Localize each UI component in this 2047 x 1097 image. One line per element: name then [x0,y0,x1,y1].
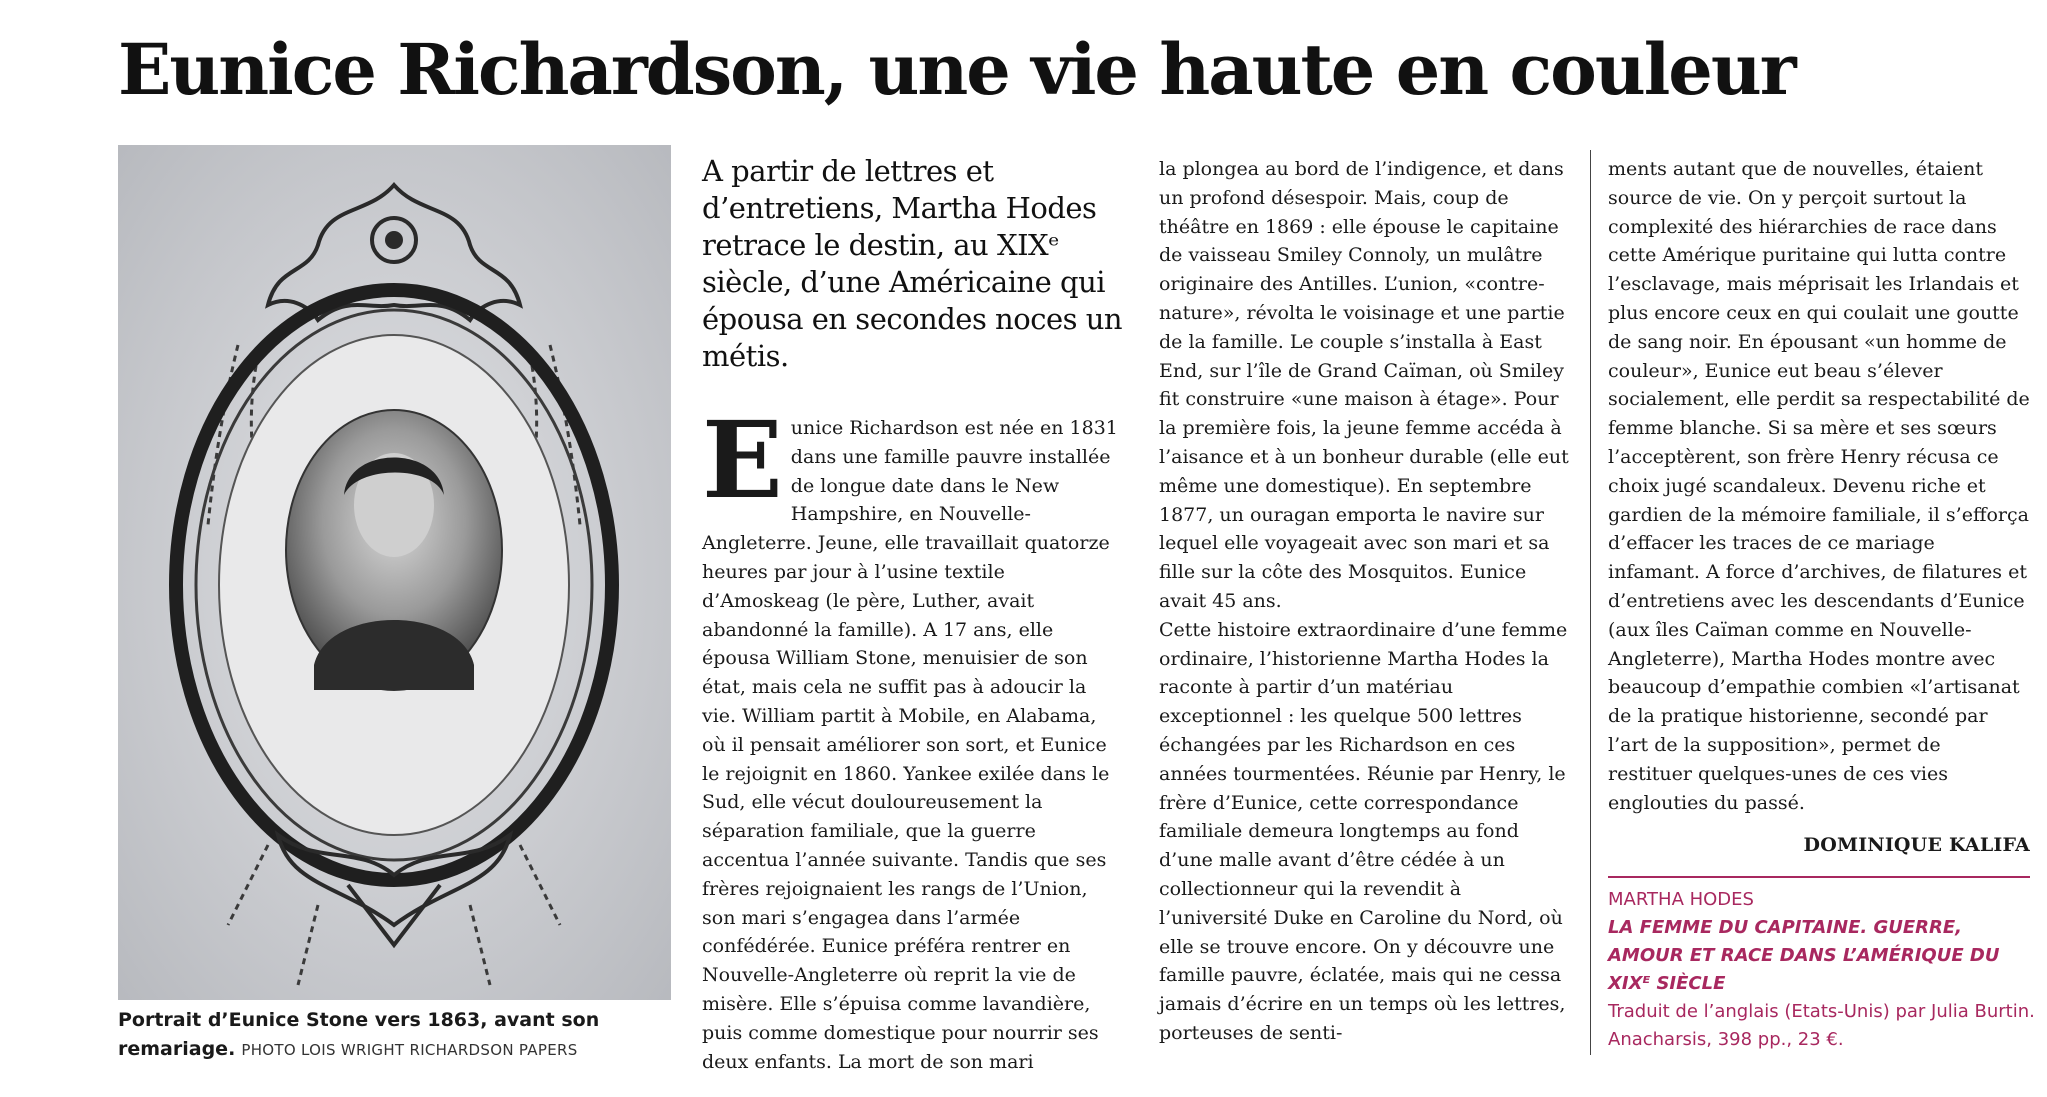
dropcap: E [702,397,783,522]
headline: Eunice Richardson, une vie haute en couleur [118,28,1795,111]
book-author: MARTHA HODES [1608,889,1754,910]
column-2-paragraph-2: Cette histoire extraordinaire d’une femme ordinaire, l’historienne Martha Hodes la raconte à partir d’un matériau exceptionnel : les quelque 500 lettres échangées par les Richardson en ces années tourmentées. Réunie par Henry, le frère d’Eunice, cette correspondance familiale demeura longtemps au fond d’une malle avant d’être cédée à un collectionneur qui la revendit à l’université Duke en Caroline du Nord, où elle se trouve encore. On y découvre une famille pauvre, éclatée, mais qui ne cessa jamais d’écrire en un temps où les lettres, porteuses de senti- [1159,618,1568,1044]
column-1-text: unice Richardson est née en 1831 dans une famille pauvre installée de longue date dans le New Hampshire, en Nouvelle-Angleterre. Jeune, elle travaillait quatorze heures par jour à l’usine textile d’Amoskeag (le père, Luther, avait abandonné la famille). A 17 ans, elle épousa William Stone, menuisier de son état, mais cela ne suffit pas à adoucir la vie. William partit à Mobile, en Alabama, où il pensait améliorer son sort, et Eunice le rejoignit en 1860. Yankee exilée dans le Sud, elle vécut douloureusement la séparation familiale, que la guerre accentua l’année suivante. Tandis que ses frères rejoignaient les rangs de l’Union, son mari s’engagea dans l’armée confédérée. Eunice préféra rentrer en Nouvelle-Angleterre où reprit la vie de misère. Elle s’épuisa comme lavandière, puis comme domestique pour nourrir ses deux enfants. La mort de son mari [702,417,1118,1073]
portrait-photo [118,145,671,1000]
column-3-text: ments autant que de nouvelles, étaient source de vie. On y perçoit surtout la complexité des hiérarchies de race dans cette Amérique puritaine qui lutta contre l’esclavage, mais méprisait les Irlandais et plus encore ceux en qui coulait une goutte de sang noir. En épousant «un homme de couleur», Eunice eut beau s’élever socialement, elle perdit sa respectabilité de femme blanche. Si sa mère et ses sœurs l’acceptèrent, son frère Henry récusa ce choix jugé scandaleux. Devenu riche et gardien de la mémoire familiale, il s’efforça d’effacer les traces de ce mariage infamant. A force d’archives, de filatures et d’entretiens avec les descendants d’Eunice (aux îles Caïman comme en Nouvelle-Angleterre), Martha Hodes montre avec beaucoup d’empathie combien «l’artisanat de la pratique historienne, secondé par l’art de la supposition», permet de restituer quelques-unes de ces vies englouties du passé. [1608,158,2030,814]
article-column-2 [1159,155,1569,1048]
book-info-rule [1608,876,2030,878]
author-signature: DOMINIQUE KALIFA [1803,834,2030,856]
book-info [1608,886,2038,1054]
caption-text: Portrait d’Eunice Stone vers 1863, avant son remariage. [118,1009,600,1060]
photo-caption [118,1006,698,1065]
portrait-frame-illustration [118,145,671,1000]
standfirst: A partir de lettres et d’entretiens, Martha Hodes retrace le destin, au XIXᵉ siècle, d’une Américaine qui épousa en secondes noces un métis. [702,154,1123,373]
photo-credit: PHOTO LOIS WRIGHT RICHARDSON PAPERS [241,1041,578,1059]
column-divider [1590,150,1591,1055]
article-column-1 [702,397,1122,1076]
book-title: LA FEMME DU CAPITAINE. GUERRE, AMOUR ET RACE DANS L’AMÉRIQUE DU XIXᴱ SIÈCLE [1608,917,2000,994]
article-column-3 [1608,155,2030,817]
column-2-paragraph-1: la plongea au bord de l’indigence, et dans un profond désespoir. Mais, coup de théâtre en 1869 : elle épouse le capitaine de vaisseau Smiley Connoly, un mulâtre originaire des Antilles. L’union, «contre-nature», révolta le voisinage et une partie de la famille. Le couple s’installa à East End, sur l’île de Grand Caïman, où Smiley fit construire «une maison à étage». Pour la première fois, la jeune femme accéda à l’aisance et à un bonheur durable (elle eut même une domestique). En septembre 1877, un ouragan emporta le navire sur lequel elle voyageait avec son mari et sa fille sur la côte des Mosquitos. Eunice avait 45 ans. [1159,158,1569,612]
book-meta: Traduit de l’anglais (Etats-Unis) par Julia Burtin. Anacharsis, 398 pp., 23 €. [1608,1001,2035,1050]
